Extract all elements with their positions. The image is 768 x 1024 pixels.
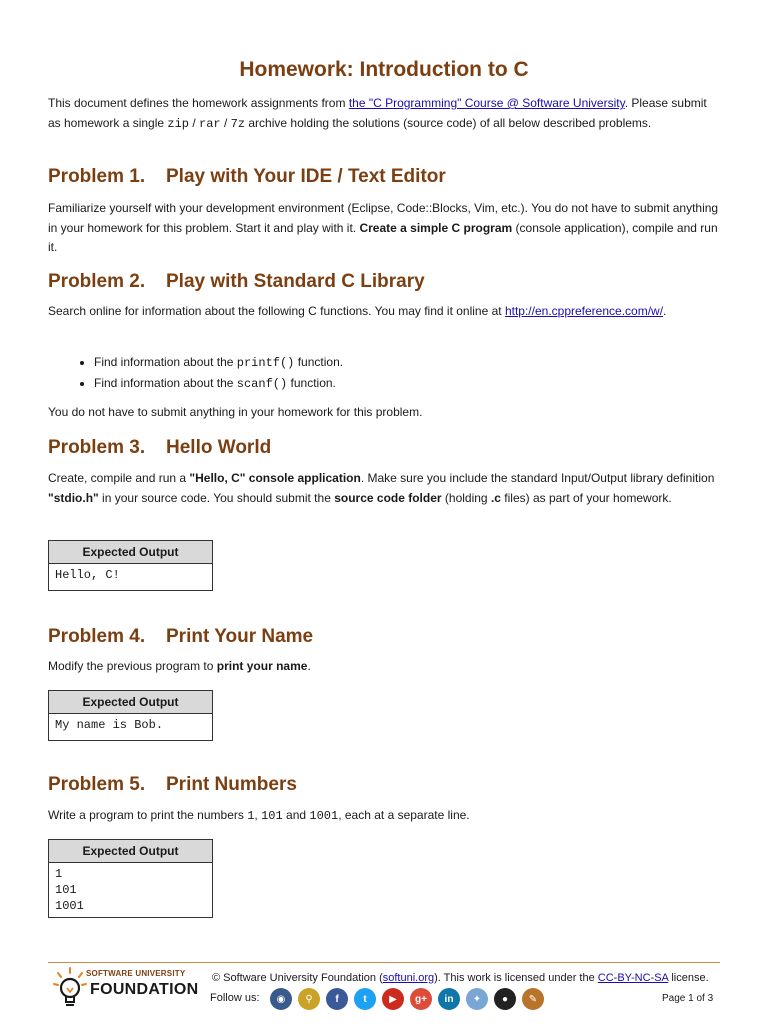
problem-1-heading: Problem 1. Play with Your IDE / Text Editor bbox=[48, 166, 446, 187]
expected-output-header: Expected Output bbox=[49, 541, 213, 564]
problem-3-heading: Problem 3. Hello World bbox=[48, 437, 272, 458]
list-item: • Find information about the scanf() function. bbox=[94, 373, 766, 394]
youtube-icon[interactable]: ▶ bbox=[382, 988, 404, 1010]
copyright-notice: © Software University Foundation (softuni.org). This work is licensed under the CC-BY-NC-SA license. bbox=[212, 972, 709, 984]
lightbulb-icon bbox=[52, 966, 88, 1010]
expected-output-cell: My name is Bob. bbox=[49, 714, 213, 741]
footer-divider bbox=[48, 962, 720, 963]
problem-3-text: Create, compile and run a "Hello, C" console application. Make sure you include the standard Input/Output library definition "stdio.h" in your source code. You should submit the source code folder (holding .c files) as part of your homework. bbox=[48, 471, 715, 505]
softuni-link[interactable]: softuni.org bbox=[382, 972, 435, 984]
slideshare-icon[interactable]: ✦ bbox=[466, 988, 488, 1010]
cppreference-link[interactable]: http://en.cppreference.com/w/ bbox=[504, 304, 664, 318]
search-icon[interactable]: ⚲ bbox=[298, 988, 320, 1010]
social-links bbox=[270, 988, 544, 1010]
page-title: Homework: Introduction to C bbox=[239, 58, 529, 81]
linkedin-icon[interactable]: in bbox=[438, 988, 460, 1010]
softuni-icon[interactable]: ◉ bbox=[270, 988, 292, 1010]
expected-output-table bbox=[48, 540, 213, 591]
problem-2-note: You do not have to submit anything in your homework for this problem. bbox=[48, 405, 423, 419]
facebook-icon[interactable]: f bbox=[326, 988, 348, 1010]
expected-output-header: Expected Output bbox=[49, 840, 213, 863]
expected-output-table bbox=[48, 839, 213, 918]
expected-output-header: Expected Output bbox=[49, 691, 213, 714]
problem-4-heading: Problem 4. Print Your Name bbox=[48, 626, 314, 647]
problem-4-text: Modify the previous program to print your name. bbox=[48, 659, 311, 673]
course-link[interactable]: the "C Programming" Course @ Software University bbox=[348, 96, 625, 110]
expected-output-cell: 1 101 1001 bbox=[49, 863, 213, 918]
intro-paragraph: This document defines the homework assignments from the "C Programming" Course @ Software University. Please submit as homework a single zip / rar / 7z archive holding the solutions (source code) of all below described problems. bbox=[48, 96, 707, 131]
license-link[interactable]: CC-BY-NC-SA bbox=[597, 972, 669, 984]
problem-5-heading: Problem 5. Print Numbers bbox=[48, 774, 297, 795]
blog-icon[interactable]: ✎ bbox=[522, 988, 544, 1010]
expected-output-cell: Hello, C! bbox=[49, 564, 213, 591]
github-icon[interactable]: ● bbox=[494, 988, 516, 1010]
follow-us-label: Follow us: bbox=[210, 992, 260, 1004]
softuni-logo[interactable]: SOFTWARE UNIVERSITY FOUNDATION bbox=[52, 966, 197, 1012]
expected-output-table bbox=[48, 690, 213, 741]
problem-2-text: Search online for information about the following C functions. You may find it online at http://en.cppreference.com/w/. bbox=[48, 304, 667, 318]
list-item: • Find information about the printf() function. bbox=[94, 352, 766, 373]
problem-5-text: Write a program to print the numbers 1, 101 and 1001, each at a separate line. bbox=[48, 808, 470, 823]
googleplus-icon[interactable]: g+ bbox=[410, 988, 432, 1010]
problem-2-heading: Problem 2. Play with Standard C Library bbox=[48, 271, 425, 292]
page-number: Page 1 of 3 bbox=[662, 993, 714, 1004]
twitter-icon[interactable]: t bbox=[354, 988, 376, 1010]
function-list bbox=[48, 352, 766, 394]
problem-1-text: Familiarize yourself with your development environment (Eclipse, Code::Blocks, Vim, etc.). You do not have to submit anything in your homework for this problem. Start it and play with it. Create a simple C program (console application), compile and run it. bbox=[48, 201, 719, 254]
